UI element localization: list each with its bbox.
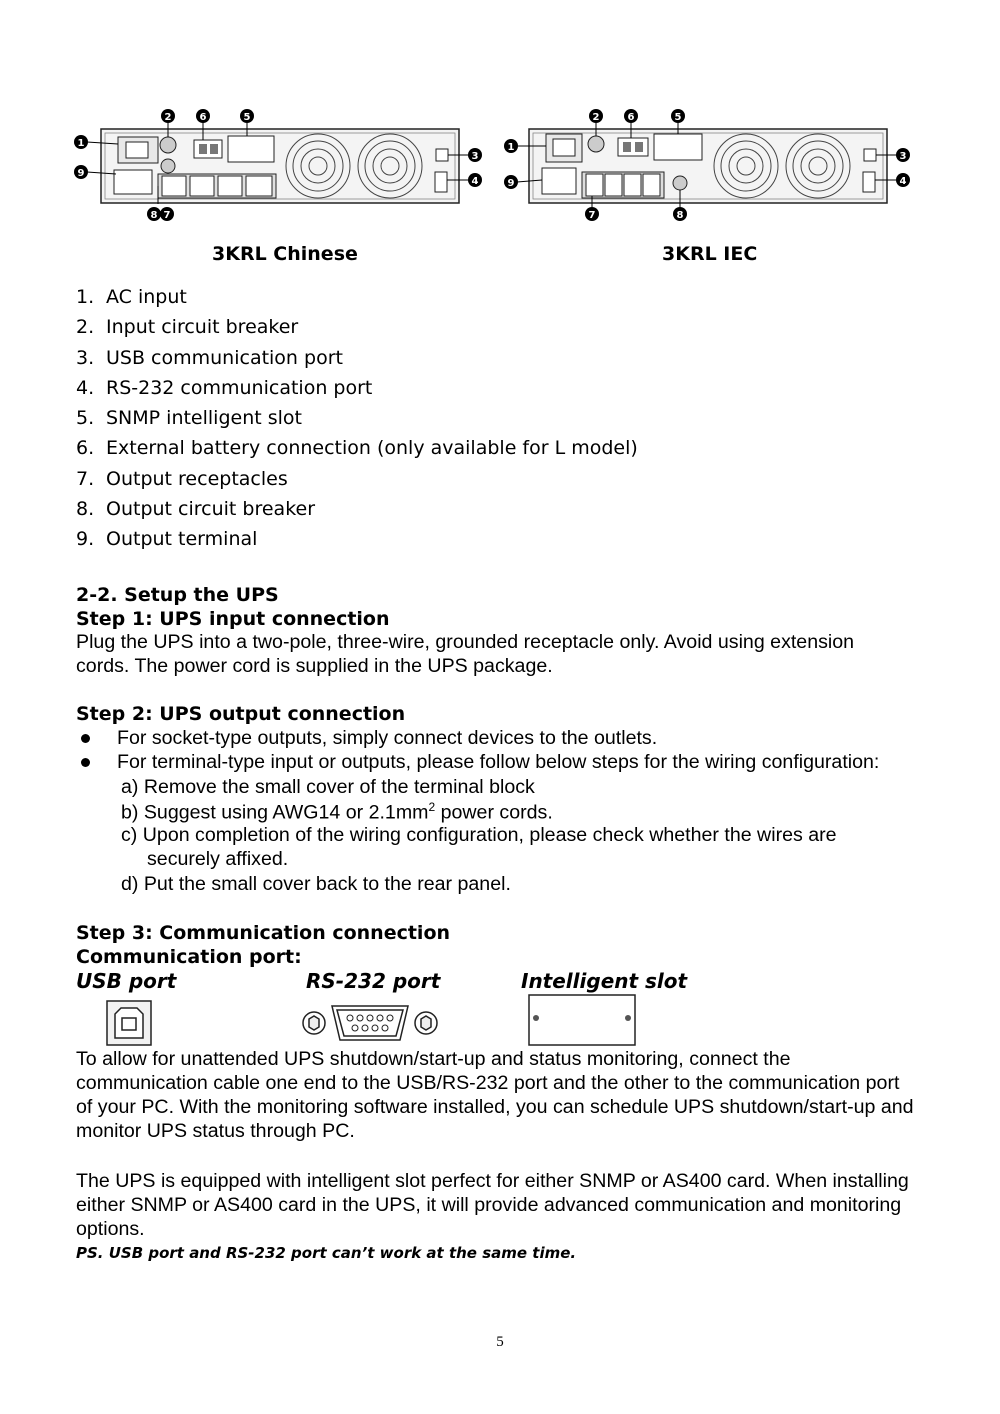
bullet-icon xyxy=(81,758,90,767)
svg-text:7: 7 xyxy=(163,210,171,221)
section-title: 2-2. Setup the UPS xyxy=(76,584,279,606)
svg-text:2: 2 xyxy=(164,112,172,123)
step2-bullet-socket: For socket-type outputs, simply connect devices to the outlets. xyxy=(76,727,956,751)
step2-substep-c-cont: securely affixed. xyxy=(147,848,289,870)
svg-text:8: 8 xyxy=(150,210,158,221)
step2-heading: Step 2: UPS output connection xyxy=(76,703,406,725)
diagram-caption-iec: 3KRL IEC xyxy=(662,243,758,265)
communication-paragraph-1: To allow for unattended UPS shutdown/start-up and status monitoring, connect the communication cable one end to the USB/RS-232 port and the other to the communication port of your PC. With the monitoring software installed, you can schedule UPS shutdown/start-up and monitor UPS status through PC. xyxy=(76,1048,914,1142)
intelligent-slot-label: Intelligent slot xyxy=(521,969,688,993)
svg-text:7: 7 xyxy=(588,210,596,221)
intelligent-slot-icon xyxy=(528,994,636,1050)
svg-text:4: 4 xyxy=(471,176,479,187)
usb-port-icon xyxy=(106,1000,152,1050)
svg-text:2: 2 xyxy=(592,112,600,123)
svg-text:9: 9 xyxy=(507,178,515,189)
svg-text:1: 1 xyxy=(507,142,515,153)
page-number: 5 xyxy=(496,1334,504,1350)
list-item: 1. AC input xyxy=(76,286,187,308)
step1-text-line2: cords. The power cord is supplied in the UPS package. xyxy=(76,655,553,677)
list-item: 7. Output receptacles xyxy=(76,467,288,490)
svg-text:6: 6 xyxy=(199,112,207,123)
list-item: 8. Output circuit breaker xyxy=(76,498,316,521)
list-item: 4. RS-232 communication port xyxy=(76,376,373,399)
svg-text:6: 6 xyxy=(627,112,635,123)
svg-text:5: 5 xyxy=(243,112,251,123)
step2-substep-d: d) Put the small cover back to the rear panel. xyxy=(121,873,511,895)
usb-port-label: USB port xyxy=(76,969,177,993)
step3-heading: Step 3: Communication connection xyxy=(76,922,451,944)
list-item: 3. USB communication port xyxy=(76,346,343,369)
step2-substep-b: b) Suggest using AWG14 or $2.1mm^2$ power cords. xyxy=(121,800,553,824)
svg-text:3: 3 xyxy=(899,151,907,162)
list-item: 9. Output terminal xyxy=(76,528,258,551)
svg-text:5: 5 xyxy=(674,112,682,123)
rs232-port-label: RS-232 port xyxy=(306,969,441,993)
bullet-icon xyxy=(81,734,90,743)
rs232-port-icon xyxy=(300,1000,440,1050)
rear-panel-diagram-chinese xyxy=(70,104,490,228)
svg-text:9: 9 xyxy=(77,168,85,179)
note-ps: PS. USB port and RS-232 port can’t work at the same time. xyxy=(76,1244,577,1262)
communication-paragraph-2: The UPS is equipped with intelligent slot perfect for either SNMP or AS400 card. When installing either SNMP or AS400 card in the UPS, it will provide advanced communication and monitoring options. xyxy=(76,1170,909,1240)
svg-text:4: 4 xyxy=(899,176,907,187)
step2-substep-a: a) Remove the small cover of the terminal block xyxy=(121,776,535,798)
list-item: 5. SNMP intelligent slot xyxy=(76,407,302,430)
step2-substep-c: c) Upon completion of the wiring configuration, please check whether the wires are xyxy=(121,824,837,846)
svg-text:8: 8 xyxy=(676,210,684,221)
rear-panel-diagram-iec xyxy=(498,104,918,228)
step1-text-line1: Plug the UPS into a two-pole, three-wire, grounded receptacle only. Avoid using extension xyxy=(76,631,855,653)
component-list xyxy=(76,282,638,555)
diagram-caption-chinese: 3KRL Chinese xyxy=(212,243,358,265)
step3-subheading: Communication port: xyxy=(76,946,302,968)
list-item: 6. External battery connection (only available for L model) xyxy=(76,437,638,460)
step1-heading: Step 1: UPS input connection xyxy=(76,608,390,630)
step2-bullet-terminal: For terminal-type input or outputs, please follow below steps for the wiring configuration: xyxy=(76,751,956,775)
svg-text:1: 1 xyxy=(77,138,85,149)
svg-text:3: 3 xyxy=(471,151,479,162)
list-item: 2. Input circuit breaker xyxy=(76,316,299,339)
